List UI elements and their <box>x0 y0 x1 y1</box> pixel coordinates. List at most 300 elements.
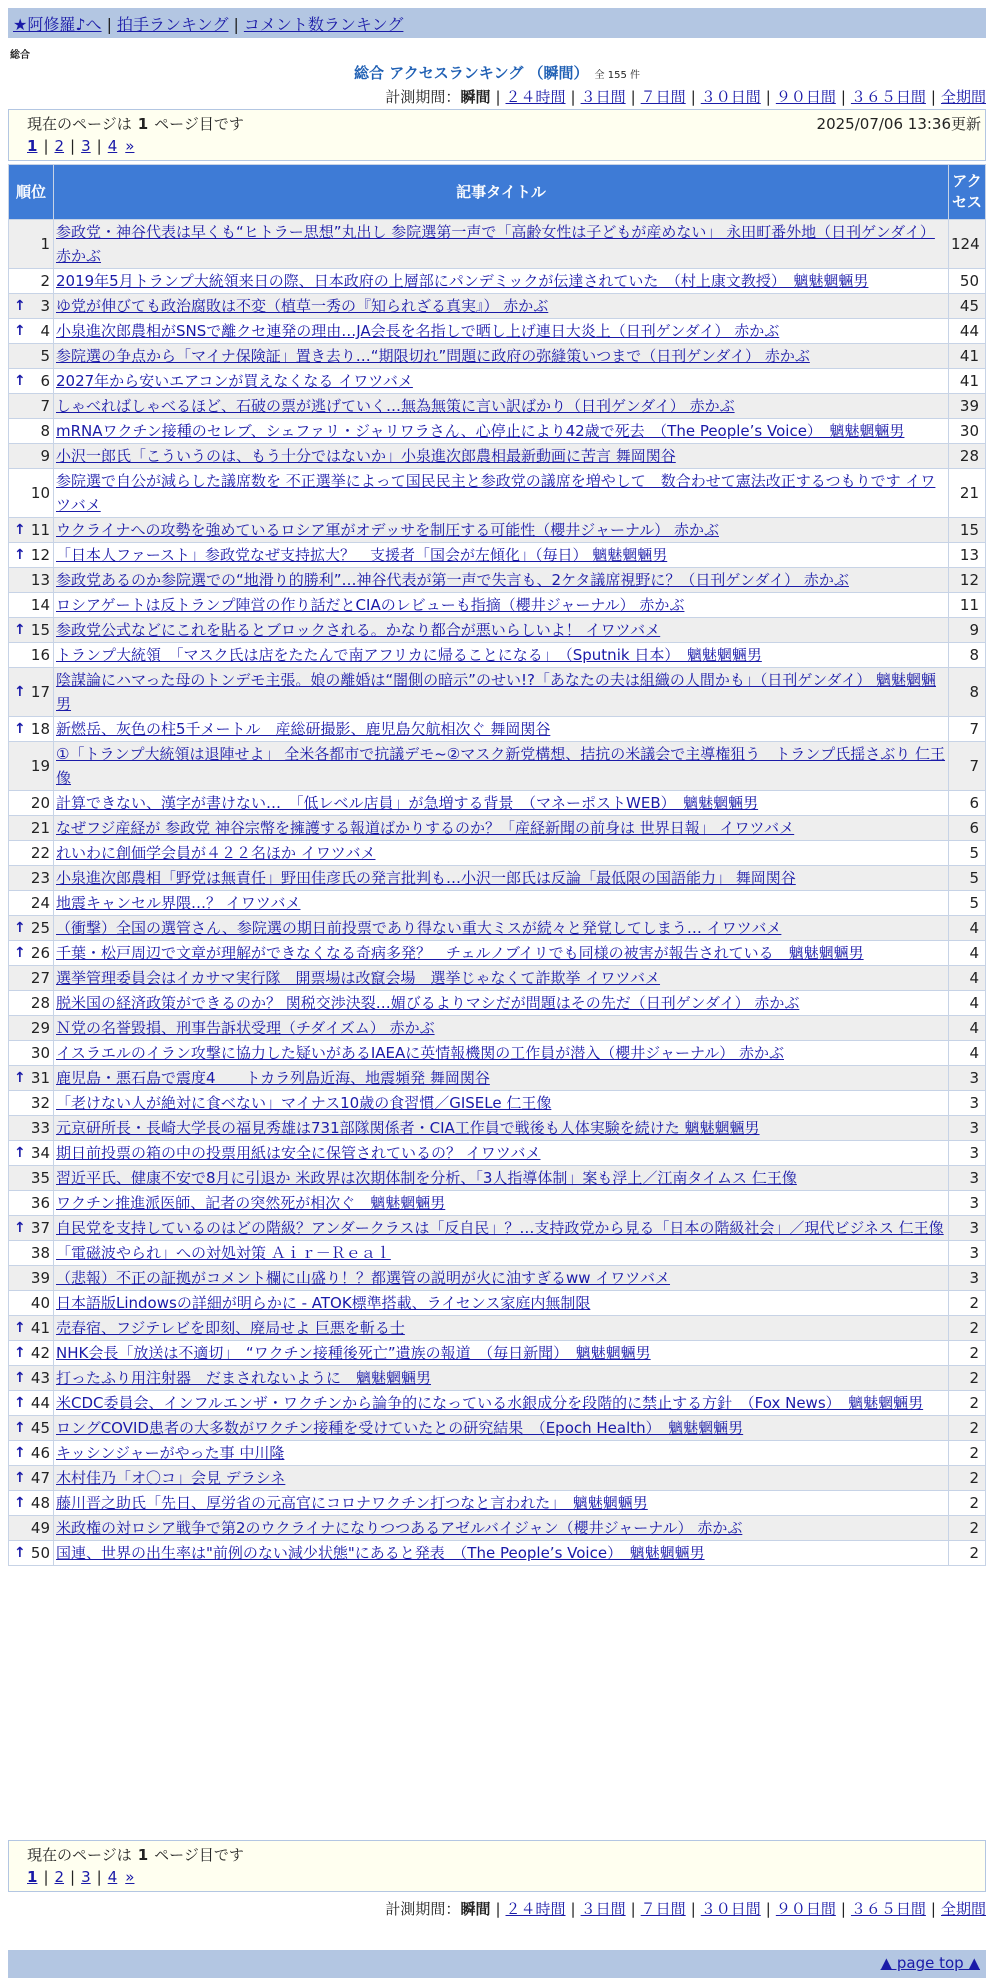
up-arrow-icon: ↑ <box>14 1545 26 1561</box>
article-title-link[interactable]: 米CDC委員会、インフルエンザ・ワクチンから論争的になっている水銀成分を段階的に禁止する方針 （Fox News） 魑魅魍魎男 <box>56 1394 924 1412</box>
article-title-link[interactable]: mRNAワクチン接種のセレブ、シェファリ・ジャリワラさん、心停止により42歳で死去 （The People’s Voice） 魑魅魍魎男 <box>56 422 905 440</box>
access-count: 7 <box>949 742 986 791</box>
rank-number: 10 <box>30 484 50 502</box>
period-separator: | <box>495 88 501 106</box>
access-count: 4 <box>949 1041 986 1066</box>
article-title-link[interactable]: 木村佳乃「オ〇コ」会見 デラシネ <box>56 1469 286 1487</box>
page-title <box>0 62 994 83</box>
rank-number: 18 <box>30 720 50 738</box>
page-link[interactable]: 4 <box>107 137 118 155</box>
rank-cell <box>9 419 54 444</box>
rank-cell <box>9 816 54 841</box>
current-page-post: ページ目です <box>154 115 244 133</box>
access-count: 4 <box>949 991 986 1016</box>
period-separator: | <box>630 88 636 106</box>
access-count: 4 <box>949 941 986 966</box>
table-row <box>9 394 986 419</box>
article-title-link[interactable]: 小泉進次郎農相がSNSで離クセ連発の理由…JA会長を名指しで晒し上げ連日大炎上（日刊ゲンダイ） 赤かぶ <box>56 322 780 340</box>
rank-cell <box>9 568 54 593</box>
article-title-link[interactable]: ゆ党が伸びても政治腐敗は不変（植草一秀の『知られざる真実』） 赤かぶ <box>56 297 549 315</box>
table-row <box>9 941 986 966</box>
rank-number: 44 <box>30 1394 50 1412</box>
article-title-link[interactable]: 国連、世界の出生率は"前例のない減少状態"にあると発表 （The People’s Voice） 魑魅魍魎男 <box>56 1544 705 1562</box>
period-link[interactable]: ２４時間 <box>505 1900 566 1918</box>
title-cell <box>54 543 949 568</box>
title-cell <box>54 717 949 742</box>
period-link[interactable]: ３日間 <box>580 1900 626 1918</box>
access-count: 2 <box>949 1541 986 1566</box>
page-link-current[interactable]: 1 <box>27 137 38 155</box>
access-count: 30 <box>949 419 986 444</box>
access-count: 28 <box>949 444 986 469</box>
article-title-link[interactable]: 米政権の対ロシア戦争で第2のウクライナになりつつあるアゼルバイジャン（櫻井ジャーナル） 赤かぶ <box>56 1519 743 1537</box>
article-title-link[interactable]: 参政党・神谷代表は早くも“ヒトラー思想”丸出し 参院選第一声で「高齢女性は子どもが産めない」 永田町番外地（日刊ゲンダイ） 赤かぶ <box>56 223 935 265</box>
rank-number: 14 <box>30 596 50 614</box>
article-title-link[interactable]: 陰謀論にハマった母のトンデモ主張。娘の離婚は“闇側の暗示”のせい!?「あなたの夫は組織の人間かも」（日刊ゲンダイ） 魑魅魍魎男 <box>56 671 936 713</box>
period-link[interactable]: ７日間 <box>640 1900 686 1918</box>
access-count: 2 <box>949 1466 986 1491</box>
comment-ranking-link[interactable]: コメント数ランキング <box>243 15 404 34</box>
article-title-link[interactable]: 「日本人ファースト」参政党なぜ支持拡大？ 支援者「国会が左傾化」（毎日） 魑魅魍魎男 <box>56 546 668 564</box>
article-title-link[interactable]: NHK会長「放送は不適切」 “ワクチン接種後死亡”遺族の報道 （毎日新聞） 魑魅魍魎男 <box>56 1344 651 1362</box>
period-separator: | <box>570 88 576 106</box>
header-title: 記事タイトル <box>54 165 949 220</box>
rank-cell <box>9 1291 54 1316</box>
rank-cell <box>9 1091 54 1116</box>
title-cell <box>54 916 949 941</box>
rank-number: 28 <box>30 994 50 1012</box>
page-separator: | <box>96 137 102 155</box>
table-row <box>9 220 986 269</box>
article-title-link[interactable]: （悲報）不正の証拠がコメント欄に山盛り！？都選管の説明が火に油すぎるww イワツバメ <box>56 1269 671 1287</box>
up-arrow-icon: ↑ <box>14 684 26 700</box>
period-separator: | <box>495 1900 501 1918</box>
rank-cell <box>9 344 54 369</box>
table-row <box>9 294 986 319</box>
pager-box-bottom <box>8 1840 986 1892</box>
rank-cell <box>9 518 54 543</box>
article-title-link[interactable]: 選挙管理委員会はイカサマ実行隊 開票場は改竄会場 選挙じゃなくて詐欺挙 イワツバメ <box>56 969 661 987</box>
table-row <box>9 643 986 668</box>
period-current: 瞬間 <box>460 1900 491 1918</box>
rank-cell <box>9 369 54 394</box>
article-title-link[interactable]: 小泉進次郎農相「野党は無責任」野田佳彦氏の発言批判も…小沢一郎氏は反論「最低限の国語能力」 舞岡関谷 <box>56 869 796 887</box>
article-title-link[interactable]: 新燃岳、灰色の柱5千メートル 産総研撮影、鹿児島欠航相次ぐ 舞岡関谷 <box>56 720 551 738</box>
rank-cell <box>9 1491 54 1516</box>
title-cell <box>54 1441 949 1466</box>
page-link-current[interactable]: 1 <box>27 1868 38 1886</box>
rank-cell <box>9 1041 54 1066</box>
article-title-link[interactable]: 売春宿、フジテレビを即刻、廃局せよ 巨悪を斬る士 <box>56 1319 405 1337</box>
period-link[interactable]: ２４時間 <box>505 88 566 106</box>
table-row <box>9 991 986 1016</box>
article-title-link[interactable]: 参院選で自公が減らした議席数を 不正選挙によって国民民主と参政党の議席を増やして 数合わせて憲法改正するつもりです イワツバメ <box>56 472 936 514</box>
title-cell <box>54 891 949 916</box>
access-count: 2 <box>949 1416 986 1441</box>
rank-cell <box>9 1366 54 1391</box>
table-row <box>9 1216 986 1241</box>
rank-number: 38 <box>30 1244 50 1262</box>
table-row <box>9 369 986 394</box>
page-separator: | <box>96 1868 102 1886</box>
next-page-link[interactable]: » <box>125 1868 135 1886</box>
rank-number: 47 <box>30 1469 50 1487</box>
table-row <box>9 841 986 866</box>
table-row <box>9 344 986 369</box>
access-count: 6 <box>949 791 986 816</box>
rank-number: 6 <box>40 372 50 390</box>
title-cell <box>54 269 949 294</box>
article-title-link[interactable]: 打ったふり用注射器 だまされないように 魑魅魍魎男 <box>56 1369 432 1387</box>
rank-cell <box>9 1191 54 1216</box>
table-row <box>9 1516 986 1541</box>
rank-number: 33 <box>30 1119 50 1137</box>
rank-number: 25 <box>30 919 50 937</box>
access-count: 4 <box>949 966 986 991</box>
table-row <box>9 1266 986 1291</box>
home-link[interactable]: ★阿修羅♪へ <box>13 15 102 34</box>
access-count: 8 <box>949 643 986 668</box>
table-row <box>9 1441 986 1466</box>
page-link[interactable]: 2 <box>54 1868 65 1886</box>
table-row <box>9 742 986 791</box>
access-count: 5 <box>949 891 986 916</box>
period-link[interactable]: ３日間 <box>580 88 626 106</box>
access-count: 3 <box>949 1191 986 1216</box>
period-separator: | <box>570 1900 576 1918</box>
article-title-link[interactable]: 千葉・松戸周辺で文章が理解ができなくなる奇病多発？ チェルノブイリでも同様の被害が報告されている 魑魅魍魎男 <box>56 944 864 962</box>
article-title-link[interactable]: 日本語版Lindowsの詳細が明らかに - ATOK標準搭載、ライセンス家庭内無制限 <box>56 1294 591 1312</box>
rank-cell <box>9 1441 54 1466</box>
rank-cell <box>9 1066 54 1091</box>
access-count: 4 <box>949 1016 986 1041</box>
title-cell <box>54 618 949 643</box>
table-row <box>9 319 986 344</box>
access-count: 2 <box>949 1516 986 1541</box>
article-title-link[interactable]: 地震キャンセル界隈…？ イワツバメ <box>56 894 301 912</box>
pagination <box>27 1868 134 1886</box>
up-arrow-icon: ↑ <box>14 1470 26 1486</box>
period-link[interactable]: 全期間 <box>940 88 986 106</box>
rank-number: 11 <box>30 521 50 539</box>
rank-number: 15 <box>30 621 50 639</box>
rank-cell <box>9 394 54 419</box>
rank-cell <box>9 1466 54 1491</box>
access-count: 5 <box>949 866 986 891</box>
pager-box-top <box>8 109 986 161</box>
access-count: 3 <box>949 1241 986 1266</box>
title-cell <box>54 841 949 866</box>
article-title-link[interactable]: 脱米国の経済政策ができるのか？ 関税交渉決裂…媚びるよりマシだが問題はその先だ（日刊ゲンダイ） 赤かぶ <box>56 994 800 1012</box>
table-row <box>9 1091 986 1116</box>
clap-ranking-link[interactable]: 拍手ランキング <box>116 15 229 34</box>
access-count: 9 <box>949 618 986 643</box>
table-row <box>9 1141 986 1166</box>
up-arrow-icon: ↑ <box>14 323 26 339</box>
rank-cell <box>9 991 54 1016</box>
access-count: 4 <box>949 916 986 941</box>
up-arrow-icon: ↑ <box>14 1320 26 1336</box>
rank-number: 13 <box>30 571 50 589</box>
table-row <box>9 518 986 543</box>
access-count: 2 <box>949 1491 986 1516</box>
up-arrow-icon: ↑ <box>14 920 26 936</box>
rank-number: 31 <box>30 1069 50 1087</box>
access-count: 3 <box>949 1266 986 1291</box>
title-cell <box>54 1041 949 1066</box>
period-separator: | <box>690 1900 696 1918</box>
access-count: 41 <box>949 344 986 369</box>
period-separator: | <box>930 1900 936 1918</box>
rank-number: 29 <box>30 1019 50 1037</box>
rank-number: 35 <box>30 1169 50 1187</box>
title-cell <box>54 1166 949 1191</box>
table-row <box>9 916 986 941</box>
period-link[interactable]: ７日間 <box>640 88 686 106</box>
rank-number: 41 <box>30 1319 50 1337</box>
up-arrow-icon: ↑ <box>14 298 26 314</box>
table-row <box>9 444 986 469</box>
title-cell <box>54 816 949 841</box>
article-title-link[interactable]: 参政党あるのか参院選での“地滑り的勝利”…神谷代表が第一声で失言も、2ケタ議席視野に？（日刊ゲンダイ） 赤かぶ <box>56 571 849 589</box>
table-row <box>9 791 986 816</box>
table-row <box>9 1416 986 1441</box>
table-row <box>9 1466 986 1491</box>
title-cell <box>54 966 949 991</box>
title-cell <box>54 1366 949 1391</box>
access-count: 3 <box>949 1141 986 1166</box>
current-page-text <box>27 1844 244 1865</box>
rank-number: 16 <box>30 646 50 664</box>
rank-cell <box>9 1391 54 1416</box>
article-title-link[interactable]: 参院選の争点から「マイナ保険証」置き去り…“期限切れ”問題に政府の弥縫策いつまで（日刊ゲンダイ） 赤かぶ <box>56 347 810 365</box>
table-row <box>9 543 986 568</box>
access-count: 44 <box>949 319 986 344</box>
rank-number: 32 <box>30 1094 50 1112</box>
period-link[interactable]: ３０日間 <box>700 88 761 106</box>
access-count: 39 <box>949 394 986 419</box>
up-arrow-icon: ↑ <box>14 1445 26 1461</box>
article-title-link[interactable]: れいわに創価学会員が４２２名ほか イワツバメ <box>56 844 376 862</box>
article-title-link[interactable]: Ｎ党の名誉毀損、刑事告訴状受理（チダイズム） 赤かぶ <box>56 1019 435 1037</box>
title-cell <box>54 469 949 518</box>
next-page-link[interactable]: » <box>125 137 135 155</box>
rank-number: 39 <box>30 1269 50 1287</box>
updated-time: 2025/07/06 13:36更新 <box>816 115 981 133</box>
rank-number: 12 <box>30 546 50 564</box>
article-title-link[interactable]: イスラエルのイラン攻撃に協力した疑いがあるIAEAに英情報機関の工作員が潜入（櫻井ジャーナル） 赤かぶ <box>56 1044 784 1062</box>
table-row <box>9 1116 986 1141</box>
rank-number: 34 <box>30 1144 50 1162</box>
title-cell <box>54 518 949 543</box>
period-link[interactable]: ９０日間 <box>775 1900 836 1918</box>
table-row <box>9 891 986 916</box>
rank-cell <box>9 319 54 344</box>
period-link[interactable]: 全期間 <box>940 1900 986 1918</box>
up-arrow-icon: ↑ <box>14 1395 26 1411</box>
rank-cell <box>9 1266 54 1291</box>
access-count: 3 <box>949 1116 986 1141</box>
article-title-link[interactable]: ロシアゲートは反トランプ陣営の作り話だとCIAのレビューも指摘（櫻井ジャーナル） 赤かぶ <box>56 596 685 614</box>
title-cell <box>54 991 949 1016</box>
article-title-link[interactable]: 習近平氏、健康不安で8月に引退か 米政界は次期体制を分析、「3人指導体制」案も浮上／江南タイムス 仁王像 <box>56 1169 797 1187</box>
title-cell <box>54 866 949 891</box>
up-arrow-icon: ↑ <box>14 1420 26 1436</box>
article-title-link[interactable]: トランプ大統領 「マスク氏は店をたたんで南アフリカに帰ることになる」 （Sputnik 日本） 魑魅魍魎男 <box>56 646 762 664</box>
nav-separator: | <box>233 15 239 34</box>
rank-cell <box>9 1316 54 1341</box>
table-row <box>9 966 986 991</box>
article-title-link[interactable]: 小沢一郎氏「こういうのは、もう十分ではないか」小泉進次郎農相最新動画に苦言 舞岡関谷 <box>56 447 676 465</box>
rank-cell <box>9 717 54 742</box>
title-cell <box>54 444 949 469</box>
up-arrow-icon: ↑ <box>14 945 26 961</box>
current-page-pre: 現在のページは <box>27 115 132 133</box>
up-arrow-icon: ↑ <box>14 547 26 563</box>
page-link[interactable]: 4 <box>107 1868 118 1886</box>
rank-cell <box>9 966 54 991</box>
access-count: 12 <box>949 568 986 593</box>
access-count: 3 <box>949 1066 986 1091</box>
pagination <box>27 137 134 155</box>
period-separator: | <box>630 1900 636 1918</box>
table-row <box>9 618 986 643</box>
article-title-link[interactable]: 「電磁波やられ」への対処対策 Ａｉｒ－Ｒｅａｌ <box>56 1244 391 1262</box>
footer-bar <box>8 1950 986 1978</box>
access-count: 2 <box>949 1441 986 1466</box>
title-cell <box>54 319 949 344</box>
table-row <box>9 419 986 444</box>
access-count: 3 <box>949 1166 986 1191</box>
page-separator: | <box>43 137 49 155</box>
rank-number: 30 <box>30 1044 50 1062</box>
title-cell <box>54 1341 949 1366</box>
period-link[interactable]: ３６５日間 <box>850 1900 926 1918</box>
article-title-link[interactable]: 期日前投票の箱の中の投票用紙は安全に保管されているの？ イワツバメ <box>56 1144 541 1162</box>
title-cell <box>54 1016 949 1041</box>
rank-number: 23 <box>30 869 50 887</box>
rank-number: 49 <box>30 1519 50 1537</box>
article-title-link[interactable]: 元京研所長・長崎大学長の福見秀雄は731部隊関係者・CIA工作員で戦後も人体実験を続けた 魑魅魍魎男 <box>56 1119 760 1137</box>
breadcrumb: 総合 <box>10 50 30 61</box>
page-separator: | <box>70 137 76 155</box>
title-cell <box>54 1391 949 1416</box>
period-link[interactable]: ９０日間 <box>775 88 836 106</box>
up-arrow-icon: ↑ <box>14 1370 26 1386</box>
rank-number: 36 <box>30 1194 50 1212</box>
table-row <box>9 816 986 841</box>
page-title-text: 総合 アクセスランキング （瞬間） <box>354 64 589 82</box>
rank-number: 17 <box>30 683 50 701</box>
rank-cell <box>9 668 54 717</box>
period-current: 瞬間 <box>460 88 491 106</box>
article-title-link[interactable]: なぜフジ産経が 参政党 神谷宗幣を擁護する報道ばかりするのか？「産経新聞の前身は 世界日報」 イワツバメ <box>56 819 795 837</box>
period-separator: | <box>690 88 696 106</box>
page-link[interactable]: 3 <box>81 137 91 155</box>
article-title-link[interactable]: ワクチン推進派医師、記者の突然死が相次ぐ 魑魅魍魎男 <box>56 1194 446 1212</box>
rank-cell <box>9 791 54 816</box>
title-cell <box>54 344 949 369</box>
title-cell <box>54 1491 949 1516</box>
access-count: 124 <box>949 220 986 269</box>
title-cell <box>54 1116 949 1141</box>
article-title-link[interactable]: キッシンジャーがやった事 中川隆 <box>56 1444 285 1462</box>
article-title-link[interactable]: 藤川晋之助氏「先日、厚労省の元高官にコロナワクチン打つなと言われた」 魑魅魍魎男 <box>56 1494 648 1512</box>
title-cell <box>54 294 949 319</box>
rank-cell <box>9 1216 54 1241</box>
period-separator: | <box>840 88 846 106</box>
table-row <box>9 1016 986 1041</box>
rank-number: 24 <box>30 894 50 912</box>
title-cell <box>54 220 949 269</box>
table-row <box>9 668 986 717</box>
title-cell <box>54 1316 949 1341</box>
current-page-post: ページ目です <box>154 1846 244 1864</box>
title-cell <box>54 1241 949 1266</box>
article-title-link[interactable]: 自民党を支持しているのはどの階級？アンダークラスは「反自民」？…支持政党から見る「日本の階級社会」／現代ビジネス 仁王像 <box>56 1219 944 1237</box>
period-label: 計測期間： <box>385 1900 461 1918</box>
header-rank: 順位 <box>9 165 54 220</box>
access-count: 8 <box>949 668 986 717</box>
period-link[interactable]: ３０日間 <box>700 1900 761 1918</box>
access-count: 7 <box>949 717 986 742</box>
article-title-link[interactable]: 「老けない人が絶対に食べない」マイナス10歳の食習慣／GISELe 仁王像 <box>56 1094 552 1112</box>
article-title-link[interactable]: しゃべればしゃべるほど、石破の票が逃げていく…無為無策に言い訳ばかり（日刊ゲンダイ） 赤かぶ <box>56 397 735 415</box>
up-arrow-icon: ↑ <box>14 721 26 737</box>
top-nav-bar <box>8 8 986 38</box>
page-link[interactable]: 3 <box>81 1868 91 1886</box>
rank-number: 45 <box>30 1419 50 1437</box>
article-title-link[interactable]: ウクライナへの攻勢を強めているロシア軍がオデッサを制圧する可能性（櫻井ジャーナル） 赤かぶ <box>56 521 719 539</box>
page-link[interactable]: 2 <box>54 137 65 155</box>
rank-number: 50 <box>30 1544 50 1562</box>
page-separator: | <box>43 1868 49 1886</box>
nav-separator: | <box>106 15 112 34</box>
title-cell <box>54 394 949 419</box>
article-title-link[interactable]: 計算できない、漢字が書けない… 「低レベル店員」が急増する背景 （マネーポストWEB） 魑魅魍魎男 <box>56 794 759 812</box>
table-row <box>9 1366 986 1391</box>
access-count: 3 <box>949 1091 986 1116</box>
article-title-link[interactable]: 参政党公式などにこれを貼るとブロックされる。かなり都合が悪いらしいよ！ イワツバメ <box>56 621 661 639</box>
article-title-link[interactable]: ①「トランプ大統領は退陣せよ」 全米各都市で抗議デモ~②マスク新党構想、拮抗の米議会で主導権狙う トランプ氏揺さぶり 仁王像 <box>56 745 946 787</box>
title-cell <box>54 1266 949 1291</box>
page-top-link[interactable]: ▲ page top ▲ <box>880 1954 980 1972</box>
article-title-link[interactable]: ロングCOVID患者の大多数がワクチン接種を受けていたとの研究結果 （Epoch Health） 魑魅魍魎男 <box>56 1419 744 1437</box>
rank-cell <box>9 1141 54 1166</box>
rank-number: 20 <box>30 794 50 812</box>
table-row <box>9 1066 986 1091</box>
table-row <box>9 568 986 593</box>
period-link[interactable]: ３６５日間 <box>850 88 926 106</box>
rank-cell <box>9 643 54 668</box>
access-count: 3 <box>949 1216 986 1241</box>
header-access: アクセス <box>949 165 986 220</box>
rank-cell <box>9 916 54 941</box>
access-count: 2 <box>949 1366 986 1391</box>
table-row <box>9 269 986 294</box>
table-row <box>9 593 986 618</box>
article-title-link[interactable]: 2027年から安いエアコンが買えなくなる イワツバメ <box>56 372 413 390</box>
article-title-link[interactable]: 鹿児島・悪石島で震度4 トカラ列島近海、地震頻発 舞岡関谷 <box>56 1069 490 1087</box>
access-count: 41 <box>949 369 986 394</box>
article-title-link[interactable]: 2019年5月トランプ大統領来日の際、日本政府の上層部にパンデミックが伝達されていた （村上康文教授） 魑魅魍魎男 <box>56 272 869 290</box>
title-cell <box>54 1416 949 1441</box>
article-title-link[interactable]: （衝撃）全国の選管さん、参院選の期日前投票であり得ない重大ミスが続々と発覚してしまう… イワツバメ <box>56 919 782 937</box>
rank-cell <box>9 294 54 319</box>
rank-cell <box>9 444 54 469</box>
title-cell <box>54 1541 949 1566</box>
up-arrow-icon: ↑ <box>14 1495 26 1511</box>
